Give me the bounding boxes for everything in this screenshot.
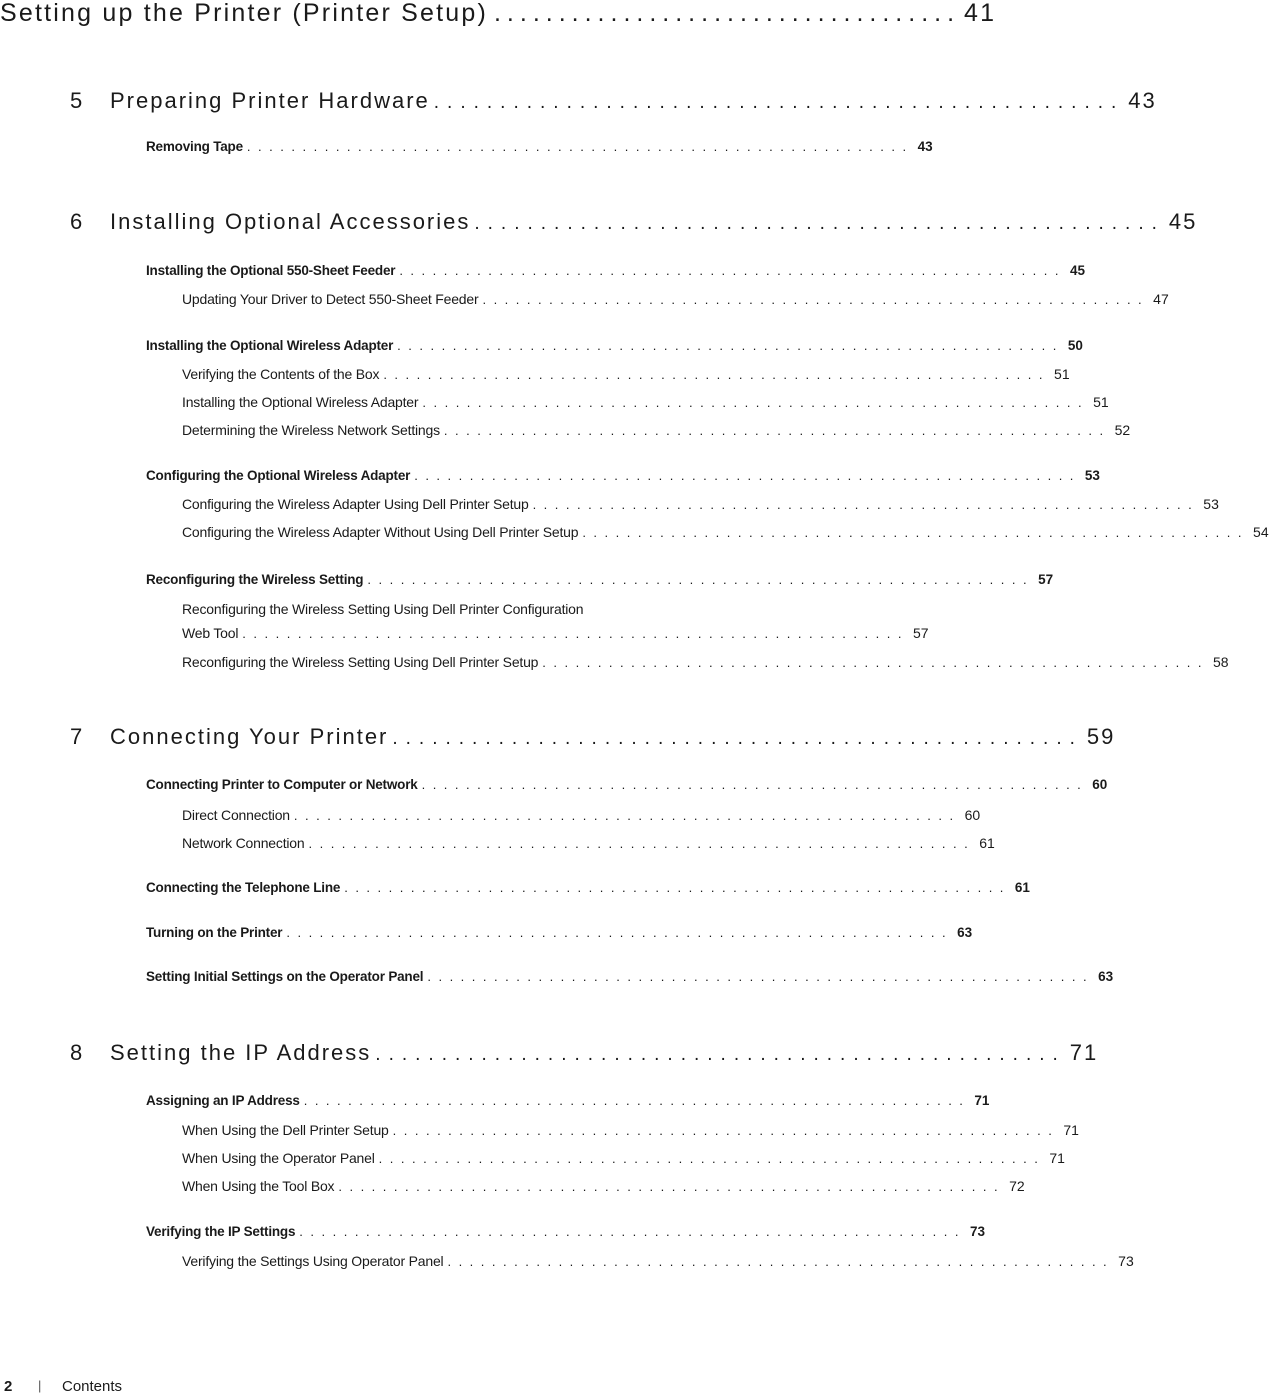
dot-leader: .................................... bbox=[493, 0, 961, 27]
toc-entry-page: 57 bbox=[1038, 572, 1054, 587]
toc-entry-page: 71 bbox=[1049, 1150, 1065, 1166]
toc-section-entry[interactable] bbox=[146, 969, 1114, 984]
toc-chapter-entry[interactable] bbox=[70, 88, 1157, 114]
dot-leader: ............................................................ bbox=[427, 969, 1095, 984]
toc-entry-page: 47 bbox=[1153, 291, 1169, 307]
toc-section-entry[interactable] bbox=[146, 139, 933, 154]
toc-entry-page: 54 bbox=[1253, 524, 1269, 540]
toc-entry-title: Network Connection bbox=[182, 835, 305, 851]
toc-subsection-entry[interactable] bbox=[182, 1122, 1079, 1138]
toc-entry-title: When Using the Tool Box bbox=[182, 1178, 335, 1194]
toc-subsection-entry[interactable] bbox=[182, 835, 995, 851]
footer-separator: | bbox=[38, 1378, 42, 1393]
toc-entry-title: Installing the Optional Wireless Adapter bbox=[146, 338, 394, 353]
toc-section-entry[interactable] bbox=[146, 1093, 990, 1108]
toc-subsection-entry[interactable] bbox=[182, 1150, 1065, 1166]
toc-subsection-entry[interactable] bbox=[182, 366, 1070, 382]
toc-subsection-entry[interactable] bbox=[182, 394, 1109, 410]
toc-section-entry[interactable] bbox=[146, 263, 1086, 278]
toc-section-entry[interactable] bbox=[146, 925, 973, 940]
toc-entry-title: Connecting the Telephone Line bbox=[146, 880, 341, 895]
toc-part-entry[interactable] bbox=[0, 0, 997, 28]
toc-chapter-entry[interactable] bbox=[70, 724, 1116, 750]
toc-entry-page: 45 bbox=[1070, 263, 1086, 278]
toc-entry-title: Setting Initial Settings on the Operator Panel bbox=[146, 969, 424, 984]
dot-leader: ............................................................ bbox=[421, 777, 1089, 792]
dot-leader: ............................................................ bbox=[482, 292, 1150, 307]
toc-entry-page: 41 bbox=[964, 0, 997, 27]
toc-section-entry[interactable] bbox=[146, 880, 1030, 895]
dot-leader: ............................................................ bbox=[383, 367, 1051, 382]
toc-entry-title: When Using the Dell Printer Setup bbox=[182, 1122, 389, 1138]
toc-section-entry[interactable] bbox=[146, 572, 1054, 587]
dot-leader: .................................................... bbox=[392, 728, 1083, 749]
toc-entry-page: 52 bbox=[1114, 422, 1131, 438]
dot-leader: ............................................................ bbox=[286, 925, 954, 940]
toc-subsection-entry[interactable] bbox=[182, 524, 1269, 540]
toc-entry-page: 60 bbox=[964, 807, 981, 823]
toc-subsection-entry[interactable] bbox=[182, 807, 981, 823]
toc-entry-title: Setting up the Printer (Printer Setup) bbox=[0, 0, 488, 27]
toc-entry-title: Turning on the Printer bbox=[146, 925, 283, 940]
toc-entry-page: 71 bbox=[1069, 1040, 1099, 1065]
toc-entry-title: Determining the Wireless Network Settings bbox=[182, 422, 440, 438]
dot-leader: ............................................................ bbox=[422, 395, 1090, 410]
toc-entry-page: 71 bbox=[1063, 1122, 1079, 1138]
toc-entry-page: 61 bbox=[1014, 880, 1030, 895]
toc-section-entry[interactable] bbox=[146, 338, 1083, 353]
toc-chapter-entry[interactable] bbox=[70, 1040, 1099, 1066]
chapter-number: 5 bbox=[70, 88, 85, 113]
toc-chapter-entry[interactable] bbox=[70, 209, 1198, 235]
toc-entry-title: Connecting Your Printer bbox=[110, 724, 389, 749]
toc-subsection-entry[interactable] bbox=[182, 1178, 1025, 1194]
toc-entry-page: 71 bbox=[974, 1093, 990, 1108]
toc-entry-page: 61 bbox=[979, 835, 995, 851]
toc-entry-page: 63 bbox=[1098, 969, 1114, 984]
toc-entry-page: 73 bbox=[970, 1224, 986, 1239]
toc-entry-title: Assigning an IP Address bbox=[146, 1093, 300, 1108]
toc-entry-title: Preparing Printer Hardware bbox=[110, 88, 430, 113]
toc-entry-title: Configuring the Wireless Adapter Without Using Dell Printer Setup bbox=[182, 524, 579, 540]
toc-subsection-entry[interactable] bbox=[182, 496, 1219, 512]
toc-subsection-entry[interactable] bbox=[182, 654, 1229, 670]
toc-entry-title: Updating Your Driver to Detect 550-Sheet Feeder bbox=[182, 291, 479, 307]
toc-entry-page: 72 bbox=[1009, 1178, 1025, 1194]
toc-entry-title: Reconfiguring the Wireless Setting Using Dell Printer Setup bbox=[182, 654, 539, 670]
dot-leader: ............................................................ bbox=[443, 423, 1111, 438]
toc-section-entry[interactable] bbox=[146, 468, 1100, 483]
dot-leader: .................................................... bbox=[433, 92, 1125, 113]
dot-leader: .................................................... bbox=[375, 1044, 1066, 1065]
toc-subsection-entry[interactable] bbox=[182, 1253, 1134, 1269]
toc-subsection-entry[interactable] bbox=[182, 291, 1169, 307]
toc-entry-title: Removing Tape bbox=[146, 139, 243, 154]
dot-leader: ............................................................ bbox=[542, 655, 1209, 670]
chapter-number: 6 bbox=[70, 209, 85, 234]
toc-entry-page: 63 bbox=[957, 925, 973, 940]
footer-page-number: 2 bbox=[4, 1378, 13, 1395]
dot-leader: ............................................................ bbox=[582, 525, 1250, 540]
dot-leader: ............................................................ bbox=[414, 468, 1081, 483]
toc-entry-page: 45 bbox=[1168, 209, 1198, 234]
toc-entry-title: When Using the Operator Panel bbox=[182, 1150, 375, 1166]
toc-entry-page: 43 bbox=[1128, 88, 1157, 113]
toc-section-entry[interactable] bbox=[146, 777, 1108, 792]
toc-entry-page: 50 bbox=[1067, 338, 1083, 353]
toc-entry-page: 57 bbox=[912, 625, 929, 641]
toc-entry-title: Verifying the IP Settings bbox=[146, 1224, 296, 1239]
dot-leader: ............................................................ bbox=[397, 338, 1064, 353]
toc-section-entry[interactable] bbox=[146, 1224, 986, 1239]
dot-leader: ............................................................ bbox=[344, 880, 1011, 895]
dot-leader: ............................................................ bbox=[399, 263, 1067, 278]
toc-entry-title: Installing the Optional Wireless Adapter bbox=[182, 394, 419, 410]
toc-entry-title: Connecting Printer to Computer or Network bbox=[146, 777, 418, 792]
toc-entry-page: 51 bbox=[1093, 394, 1109, 410]
toc-entry-page: 53 bbox=[1084, 468, 1100, 483]
toc-entry-page: 60 bbox=[1092, 777, 1108, 792]
dot-leader: ............................................................ bbox=[246, 139, 914, 154]
chapter-number: 7 bbox=[70, 724, 85, 749]
dot-leader: ............................................................ bbox=[447, 1254, 1115, 1269]
toc-entry-title: Configuring the Wireless Adapter Using Dell Printer Setup bbox=[182, 496, 529, 512]
dot-leader: ............................................................ bbox=[303, 1093, 971, 1108]
toc-entry-title: Setting the IP Address bbox=[110, 1040, 372, 1065]
toc-entry-page: 58 bbox=[1212, 654, 1229, 670]
toc-entry-page: 59 bbox=[1086, 724, 1116, 749]
footer-label: Contents bbox=[62, 1378, 123, 1395]
chapter-number: 8 bbox=[70, 1040, 85, 1065]
dot-leader: ............................................................ bbox=[532, 497, 1200, 512]
toc-entry-page: 53 bbox=[1203, 496, 1219, 512]
dot-leader: ............................................................ bbox=[378, 1151, 1046, 1166]
toc-entry-title: Reconfiguring the Wireless Setting Using Dell Printer Configuration bbox=[182, 601, 584, 617]
toc-entry-title-continued: Web Tool bbox=[182, 625, 239, 641]
dot-leader: ............................................................ bbox=[299, 1224, 967, 1239]
dot-leader: ............................................................ bbox=[367, 572, 1035, 587]
toc-entry-page: 73 bbox=[1118, 1253, 1134, 1269]
toc-entry-title: Reconfiguring the Wireless Setting bbox=[146, 572, 364, 587]
dot-leader: ............................................................ bbox=[308, 836, 976, 851]
toc-entry-title: Direct Connection bbox=[182, 807, 290, 823]
toc-entry-title: Verifying the Contents of the Box bbox=[182, 366, 380, 382]
dot-leader: ............................................................ bbox=[392, 1123, 1060, 1138]
toc-entry-title: Verifying the Settings Using Operator Panel bbox=[182, 1253, 444, 1269]
toc-entry-page: 43 bbox=[917, 139, 933, 154]
toc-entry-title: Configuring the Optional Wireless Adapter bbox=[146, 468, 411, 483]
toc-subsection-entry[interactable] bbox=[182, 422, 1131, 438]
dot-leader: ............................................................ bbox=[242, 626, 909, 641]
toc-entry-title: Installing the Optional 550-Sheet Feeder bbox=[146, 263, 396, 278]
toc-entry-page: 51 bbox=[1054, 366, 1070, 382]
dot-leader: ............................................................ bbox=[293, 808, 961, 823]
dot-leader: ............................................................ bbox=[338, 1179, 1006, 1194]
dot-leader: .................................................... bbox=[474, 213, 1165, 234]
toc-entry-title: Installing Optional Accessories bbox=[110, 209, 471, 234]
